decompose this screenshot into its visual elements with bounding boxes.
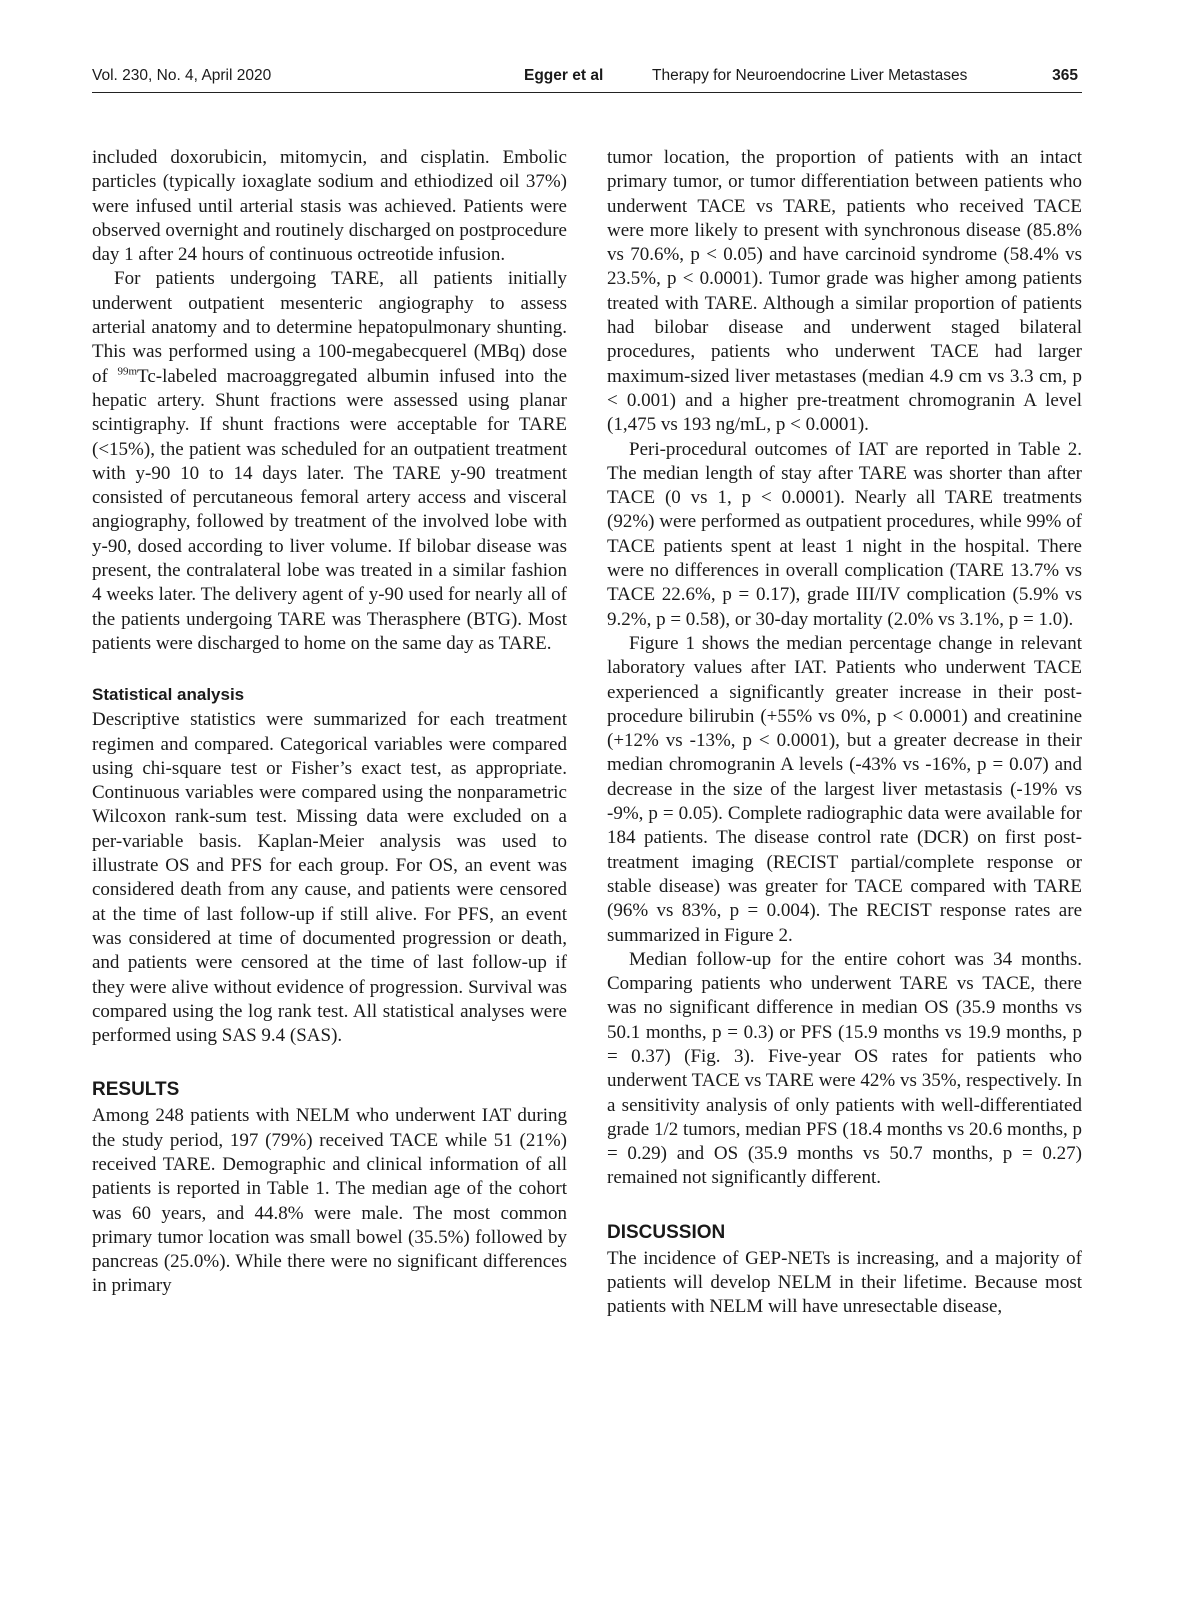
running-header xyxy=(92,64,1082,93)
tare-text-1: For patients undergoing TARE, all patients initially underwent outpatient mesenteric angiography to assess arterial anatomy and to determine hepatopulmonary shunting. This was performed using a 100-megabecquerel (MBq) dose of xyxy=(92,268,567,387)
paragraph-tare-procedure xyxy=(92,267,567,656)
paragraph-results-intro: Among 248 patients with NELM who underwent IAT during the study period, 197 (79%) received TACE while 51 (21%) received TARE. Demographic and clinical information of all patients is reported in Table 1. The median age of the cohort was 60 years, and 44.8% were male. The most common primary tumor location was small bowel (35.5%) followed by pancreas (25.0%). While there were no significant differences in primary xyxy=(92,1105,567,1297)
isotope-superscript: 99m xyxy=(117,365,138,378)
heading-results: RESULTS xyxy=(92,1079,180,1101)
paragraph-periprocedural-outcomes: Peri-procedural outcomes of IAT are reported in Table 2. The median length of stay after TARE was shorter than after TACE (0 vs 1, p < 0.0001). Nearly all TARE treatments (92%) were performed as outpatient procedures, while 99% of TACE patients spent at least 1 night in the hospital. There were no differences in overall complication (TARE 13.7% vs TACE 22.6%, p = 0.17), grade III/IV complication (5.9% vs 9.2%, p = 0.58), or 30-day mortality (2.0% vs 3.1%, p = 1.0). xyxy=(607,438,1082,630)
tare-text-2: Tc-labeled macroaggregated albumin infused into the hepatic artery. Shunt fractions were assessed using planar scintigraphy. If shunt fractions were acceptable for TARE (<15%), the patient was scheduled for an outpatient treatment with y-90 10 to 14 days later. The TARE y-90 treatment consisted of percutaneous femoral artery access and visceral angiography, followed by treatment of the involved lobe with y-90, dosed according to liver volume. If bilobar disease was present, the contralateral lobe was treated in a similar fashion 4 weeks later. The delivery agent of y-90 used for nearly all of the patients undergoing TARE was Therasphere (BTG). Most patients were discharged to home on the same day as TARE. xyxy=(92,365,567,654)
paragraph-survival: Median follow-up for the entire cohort was 34 months. Comparing patients who underwent TARE vs TACE, there was no significant difference in median OS (35.9 months vs 50.1 months, p = 0.3) or PFS (15.9 months vs 19.9 months, p = 0.37) (Fig. 3). Five-year OS rates for patients who underwent TACE vs TARE were 42% vs 35%, respectively. In a sensitivity analysis of only patients with well-differentiated grade 1/2 tumors, median PFS (18.4 months vs 20.6 months, p = 0.29) and OS (35.9 months vs 50.7 months, p = 0.27) remained not significantly different. xyxy=(607,948,1082,1189)
left-column xyxy=(92,146,567,1299)
paragraph-statistical-analysis: Descriptive statistics were summarized for each treatment regimen and compared. Categorical variables were compared using chi-square test or Fisher’s exact test, as appropriate. Continuous variables were compared using the nonparametric Wilcoxon rank-sum test. Missing data were excluded on a per-variable basis. Kaplan-Meier analysis was used to illustrate OS and PFS for each group. For OS, an event was considered death from any cause, and patients were censored at the time of last follow-up if still alive. For PFS, an event was considered at time of documented progression or death, and patients were censored at the time of last follow-up if they were alive without evidence of progression. Survival was compared using the log rank test. All statistical analyses were performed using SAS 9.4 (SAS). xyxy=(92,709,567,1047)
paragraph-results-demographics: tumor location, the proportion of patients with an intact primary tumor, or tumor differentiation between patients who underwent TACE vs TARE, patients who received TACE were more likely to present with synchronous disease (85.8% vs 70.6%, p < 0.05) and have carcinoid syndrome (58.4% vs 23.5%, p < 0.0001). Tumor grade was higher among patients treated with TARE. Although a similar proportion of patients had bilobar disease and underwent staged bilateral procedures, patients who underwent TACE had larger maximum-sized liver metastases (median 4.9 cm vs 3.3 cm, p < 0.001) and a higher pre-treatment chromogranin A level (1,475 vs 193 ng/mL, p < 0.0001). xyxy=(607,147,1082,436)
header-running-title: Therapy for Neuroendocrine Liver Metastases xyxy=(652,67,968,84)
paragraph-discussion: The incidence of GEP-NETs is increasing, and a majority of patients will develop NELM in their lifetime. Because most patients with NELM will have unresectable disease, xyxy=(607,1247,1082,1318)
heading-discussion: DISCUSSION xyxy=(607,1221,726,1243)
page-number: 365 xyxy=(1052,67,1078,84)
header-authors: Egger et al xyxy=(524,67,604,84)
heading-statistical-analysis: Statistical analysis xyxy=(92,685,245,705)
paragraph-tace-procedure: included doxorubicin, mitomycin, and cisplatin. Embolic particles (typically ioxaglate sodium and ethiodized oil 37%) were infused until arterial stasis was achieved. Patients were observed overnight and routinely discharged on postprocedure day 1 after 24 hours of continuous octreotide infusion. xyxy=(92,147,567,266)
right-column xyxy=(607,146,1082,1320)
paragraph-laboratory-values: Figure 1 shows the median percentage change in relevant laboratory values after IAT. Patients who underwent TACE experienced a significantly greater increase in their post-procedure bilirubin (+55% vs 0%, p < 0.0001) and creatinine (+12% vs -13%, p < 0.0001), but a greater decrease in their median chromogranin A levels (-43% vs -16%, p = 0.07) and decrease in the size of the largest liver metastasis (-19% vs -9%, p = 0.05). Complete radiographic data were available for 184 patients. The disease control rate (DCR) on first post-treatment imaging (RECIST partial/complete response or stable disease) was greater for TACE compared with TARE (96% vs 83%, p = 0.004). The RECIST response rates are summarized in Figure 2. xyxy=(607,632,1082,946)
journal-volume: Vol. 230, No. 4, April 2020 xyxy=(92,67,272,84)
